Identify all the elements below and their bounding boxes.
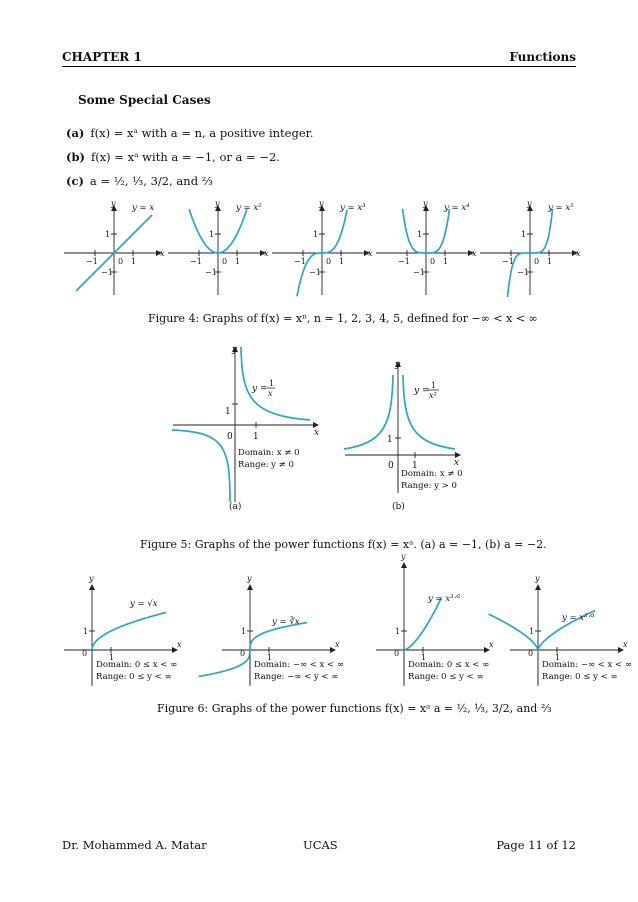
case-label: (a) (66, 126, 85, 140)
power-curve (404, 598, 441, 650)
curve-branch-left (344, 375, 393, 449)
y-tick-label: 1 (241, 627, 247, 636)
subfigure-label: (a) (229, 502, 242, 512)
footer-page-number: Page 11 of 12 (496, 838, 576, 852)
x-tick-label: −1 (190, 257, 202, 266)
case-a (66, 126, 314, 140)
x-tick-label: 1 (109, 653, 115, 662)
header-chapter: CHAPTER 1 (62, 50, 142, 64)
y-tick-label: −1 (205, 268, 217, 277)
x-tick-label: −1 (294, 257, 306, 266)
figure-6 (62, 552, 632, 688)
y-axis-arrow (89, 584, 95, 590)
range-text: Range: 0 ≤ y < ∞ (96, 672, 172, 682)
origin-label: 0 (388, 461, 394, 471)
x-tick-label: 1 (235, 257, 241, 266)
x-tick-label: 1 (555, 653, 561, 662)
x-tick-label: 1 (421, 653, 427, 662)
y-axis-label: y (111, 199, 116, 208)
curve-label: y = x³ᐟ² (428, 594, 461, 604)
y-axis-label: y (527, 199, 532, 208)
figure-6-caption: Figure 6: Graphs of the power functions f(x) = xᵃ a = ½, ⅓, 3/2, and ⅔ (157, 702, 552, 715)
domain-text: Domain: 0 ≤ x < ∞ (96, 660, 178, 670)
header-title: Functions (509, 50, 576, 64)
domain-text: Domain: x ≠ 0 (401, 469, 463, 479)
x-axis-label: x (314, 428, 320, 438)
subfigure-label: (b) (392, 502, 405, 512)
origin-label: 0 (118, 257, 124, 266)
range-text: Range: y > 0 (401, 481, 457, 491)
y-tick-label: 1 (313, 230, 319, 239)
footer-author: Dr. Mohammed A. Matar (62, 838, 207, 852)
x-tick-label: 1 (443, 257, 449, 266)
power-curve (92, 613, 166, 651)
figure-5a (170, 342, 320, 512)
case-text: a = ½, ⅓, 3/2, and ⅔ (89, 174, 213, 188)
range-text: Range: 0 ≤ y < ∞ (408, 672, 484, 682)
y-tick-label: −1 (413, 268, 425, 277)
y-axis-arrow (401, 562, 407, 568)
origin-label: 0 (240, 649, 246, 658)
y-tick-label: 1 (83, 627, 89, 636)
x-tick-label: 1 (253, 432, 259, 442)
hyperbola-branch-left (172, 430, 230, 502)
case-text: f(x) = xᵃ with a = n, a positive integer. (90, 126, 314, 140)
origin-label: 0 (528, 649, 534, 658)
x-axis-label: x (368, 249, 373, 258)
figure-4 (62, 195, 582, 300)
x-axis-label: x (264, 249, 269, 258)
domain-text: Domain: x ≠ 0 (238, 448, 300, 458)
y-tick-label: 1 (395, 627, 401, 636)
origin-label: 0 (222, 257, 228, 266)
y-tick-label: 1 (105, 230, 111, 239)
range-text: Range: y ≠ 0 (238, 460, 294, 470)
x-tick-label: −1 (502, 257, 514, 266)
section-title: Some Special Cases (78, 93, 211, 107)
curve-label: y = x⁵ (548, 203, 574, 213)
y-axis-arrow (535, 584, 541, 590)
origin-label: 0 (534, 257, 540, 266)
y-tick-label: 1 (417, 230, 423, 239)
x-axis-label: x (160, 249, 165, 258)
footer-institution: UCAS (303, 838, 338, 852)
origin-label: 0 (82, 649, 88, 658)
x-axis-label: x (472, 249, 477, 258)
curve-label: y = x² (236, 203, 262, 213)
x-axis-label: x (623, 640, 628, 649)
curve-label-prefix: y = (414, 386, 430, 396)
x-tick-label: 1 (339, 257, 345, 266)
x-axis-label: x (489, 640, 494, 649)
figure-4-caption: Figure 4: Graphs of f(x) = xⁿ, n = 1, 2, 3, 4, 5, defined for −∞ < x < ∞ (148, 312, 538, 325)
case-b (66, 150, 280, 164)
curve-label: y = ∛x (272, 617, 300, 627)
domain-text: Domain: 0 ≤ x < ∞ (408, 660, 490, 670)
curve-label-prefix: y = (252, 384, 268, 394)
figure-5-caption: Figure 5: Graphs of the power functions f(x) = xᵃ. (a) a = −1, (b) a = −2. (140, 538, 547, 551)
y-axis-label: y (423, 199, 428, 208)
y-axis-label: y (401, 552, 406, 561)
y-tick-label: 1 (225, 407, 231, 417)
x-tick-label: 1 (267, 653, 273, 662)
range-text: Range: −∞ < y < ∞ (254, 672, 339, 682)
y-tick-label: −1 (309, 268, 321, 277)
header-rule (62, 66, 576, 67)
y-axis-label: y (535, 574, 540, 583)
curve-label-denominator: x² (429, 391, 437, 400)
case-text: f(x) = xᵃ with a = −1, or a = −2. (90, 150, 280, 164)
y-tick-label: −1 (517, 268, 529, 277)
curve-label: y = x²ᐟ³ (562, 613, 595, 623)
curve-label: y = x⁴ (444, 203, 470, 213)
y-axis-label: y (395, 360, 401, 370)
origin-label: 0 (430, 257, 436, 266)
domain-text: Domain: −∞ < x < ∞ (542, 660, 632, 670)
case-label: (b) (66, 150, 85, 164)
x-axis-label: x (454, 458, 460, 468)
y-tick-label: 1 (529, 627, 535, 636)
origin-label: 0 (227, 432, 233, 442)
case-label: (c) (66, 174, 84, 188)
origin-label: 0 (326, 257, 332, 266)
y-axis-arrow (247, 584, 253, 590)
y-axis-label: y (215, 199, 220, 208)
x-axis-label: x (177, 640, 182, 649)
x-axis-label: x (335, 640, 340, 649)
figure-5b (342, 355, 472, 512)
x-axis-label: x (576, 249, 581, 258)
curve-label: y = x (132, 203, 155, 213)
range-text: Range: 0 ≤ y < ∞ (542, 672, 618, 682)
y-tick-label: 1 (209, 230, 215, 239)
origin-label: 0 (394, 649, 400, 658)
y-axis-label: y (247, 574, 252, 583)
y-axis-label: y (319, 199, 324, 208)
curve-label-numerator: 1 (431, 381, 437, 390)
x-tick-label: −1 (398, 257, 410, 266)
x-tick-label: 1 (131, 257, 137, 266)
curve-label-denominator: x (268, 389, 273, 398)
y-axis-label: y (232, 345, 238, 355)
x-tick-label: 1 (547, 257, 553, 266)
domain-text: Domain: −∞ < x < ∞ (254, 660, 344, 670)
y-tick-label: −1 (101, 268, 113, 277)
case-c (66, 174, 213, 188)
y-tick-label: 1 (387, 435, 393, 445)
x-tick-label: 1 (412, 461, 418, 471)
curve-label-numerator: 1 (269, 379, 275, 388)
curve-label: y = x³ (340, 203, 366, 213)
curve-label: y = √x (130, 599, 158, 609)
x-tick-label: −1 (86, 257, 98, 266)
y-axis-label: y (89, 574, 94, 583)
y-tick-label: 1 (521, 230, 527, 239)
